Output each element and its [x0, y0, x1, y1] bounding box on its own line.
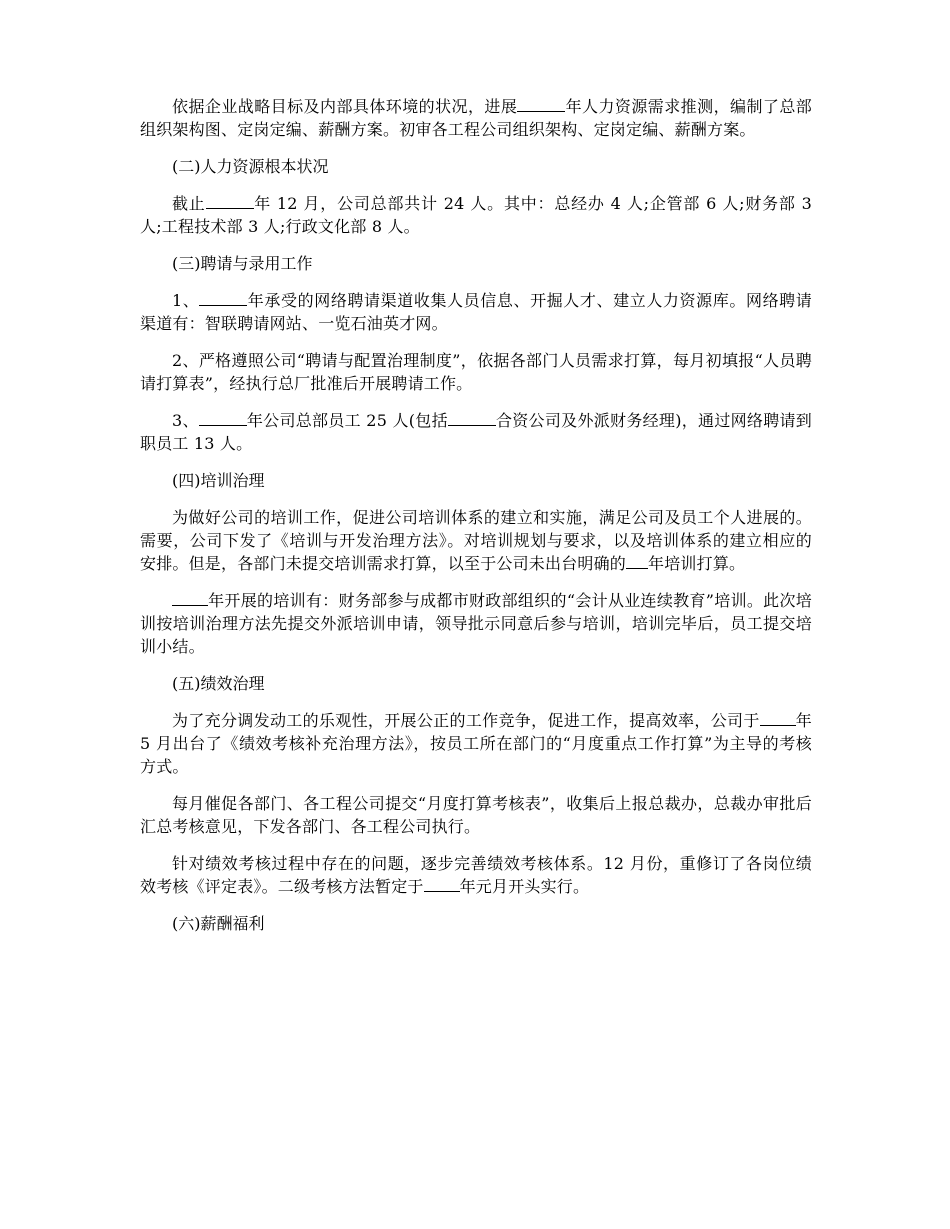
paragraph-text: 针对绩效考核过程中存在的问题，逐步完善绩效考核体系。12 月份，重修订了各岗位绩效考核《评定表》。二级考核方法暂定于	[140, 854, 812, 896]
fill-in-blank	[424, 877, 460, 892]
fill-in-blank	[517, 97, 565, 112]
paragraph-headcount	[140, 192, 812, 238]
paragraph-text: 合资公司及外派财务经理)，通过网络聘请到职员工 13 人。	[140, 411, 812, 453]
paragraph-training-system	[140, 506, 812, 575]
paragraph-training-activities	[140, 589, 812, 658]
paragraph-text: 1、	[172, 291, 200, 310]
section-heading-training: (四)培训治理	[172, 471, 265, 490]
paragraph-staff-count	[140, 409, 812, 455]
paragraph-performance-method	[140, 709, 812, 778]
paragraph-text: 截止	[172, 194, 206, 213]
paragraph-text: 年培训打算。	[648, 554, 746, 573]
paragraph-text: 年 5 月出台了《绩效考核补充治理方法》，按员工所在部门的“月度重点工作打算”为主导的考核方式。	[140, 711, 812, 776]
fill-in-blank	[172, 591, 208, 606]
paragraph-text: 年承受的网络聘请渠道收集人员信息、开掘人才、建立人力资源库。网络聘请渠道有：智联聘请网站、一览石油英才网。	[140, 291, 812, 333]
paragraph-text: 为做好公司的培训工作，促进公司培训体系的建立和实施，满足公司及员工个人进展的。需要，公司下发了《培训与开发治理方法》。对培训规划与要求，以及培训体系的建立相应的安排。但是，各部门未提交培训需求打算，以至于公司未出台明确的	[140, 508, 812, 573]
section-heading-compensation: (六)薪酬福利	[172, 914, 265, 933]
paragraph-text: 为了充分调发动工的乐观性，开展公正的工作竞争，促进工作，提高效率，公司于	[172, 711, 760, 730]
paragraph-text: 年人力资源需求推测，编制了总部组织架构图、定岗定编、薪酬方案。初审各工程公司组织架构、定岗定编、薪酬方案。	[140, 97, 812, 139]
paragraph-text: 年元月开头实行。	[459, 877, 590, 896]
paragraph-performance-improvement	[140, 852, 812, 898]
paragraph-recruitment-channels	[140, 289, 812, 335]
paragraph-text: 年公司总部员工 25 人(包括	[246, 411, 448, 430]
section-heading-performance: (五)绩效治理	[172, 674, 265, 693]
document-page	[140, 95, 812, 949]
paragraph-monthly-review: 每月催促各部门、各工程公司提交“月度打算考核表”，收集后上报总裁办，总裁办审批后汇总考核意见，下发各部门、各工程公司执行。	[140, 794, 812, 836]
paragraph-text: 年开展的培训有：财务部参与成都市财政部组织的“会计从业连续教育”培训。此次培训按培训治理方法先提交外派培训申请，领导批示同意后参与培训，培训完毕后，员工提交培训小结。	[140, 591, 812, 656]
fill-in-blank	[760, 711, 796, 726]
fill-in-blank	[199, 291, 247, 306]
fill-in-blank	[626, 554, 648, 569]
paragraph-text: 3、	[172, 411, 199, 430]
section-heading-hr-status: (二)人力资源根本状况	[172, 157, 329, 176]
section-heading-recruitment: (三)聘请与录用工作	[172, 254, 313, 273]
fill-in-blank	[448, 411, 496, 426]
paragraph-text: 年 12 月，公司总部共计 24 人。其中：总经办 4 人;企管部 6 人;财务部 3 人;工程技术部 3 人;行政文化部 8 人。	[140, 194, 812, 236]
paragraph-recruitment-policy: 2、严格遵照公司“聘请与配置治理制度”，依据各部门人员需求打算，每月初填报“人员聘请打算表”，经执行总厂批准后开展聘请工作。	[140, 351, 812, 393]
fill-in-blank	[206, 194, 254, 209]
paragraph-text: 依据企业战略目标及内部具体环境的状况，进展	[172, 97, 518, 116]
fill-in-blank	[199, 411, 247, 426]
paragraph-hr-demand-forecast	[140, 95, 812, 141]
